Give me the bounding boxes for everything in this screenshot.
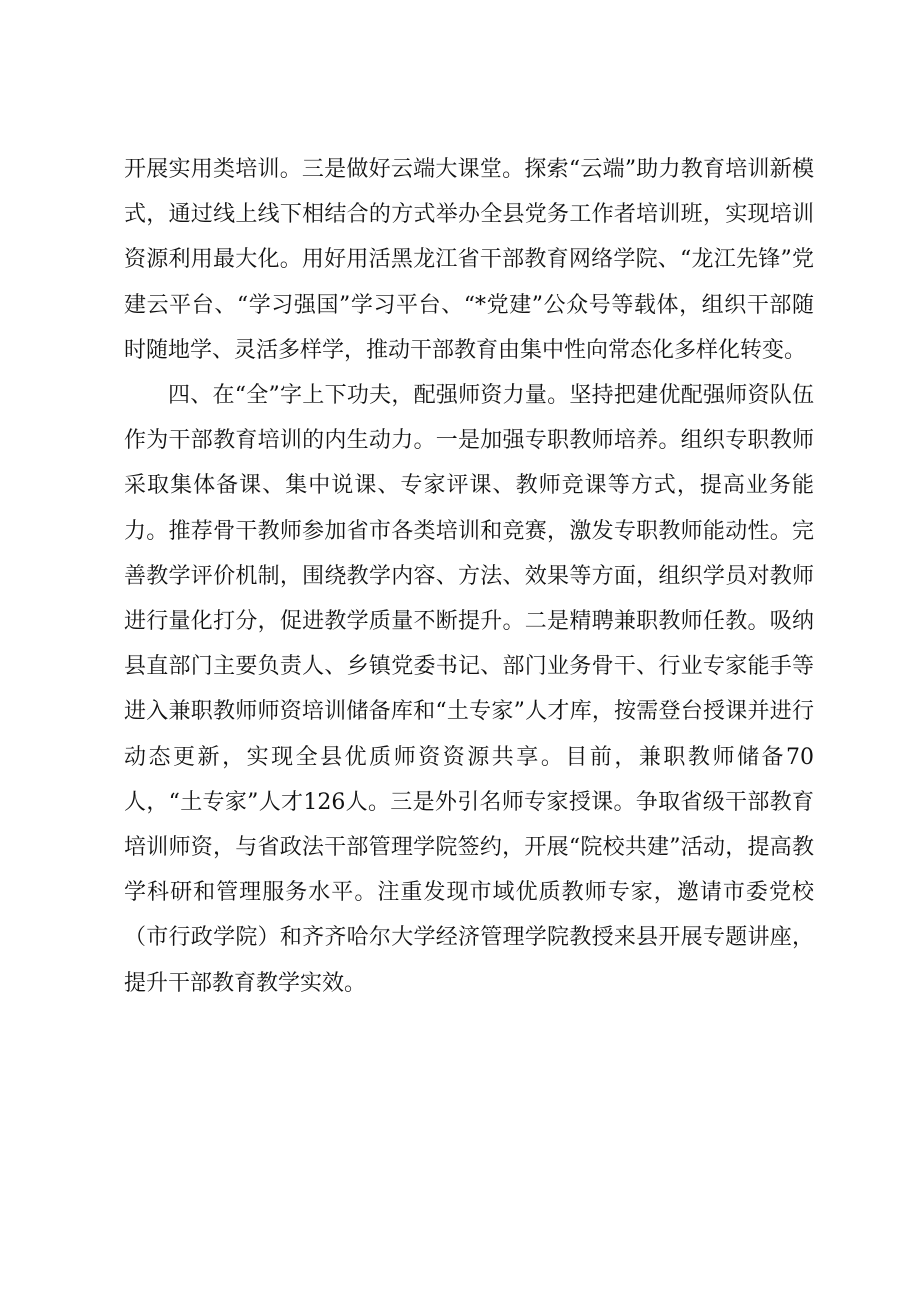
- paragraph-section-four: 四、在“全”字上下功夫，配强师资力量。坚持把建优配强师资队伍作为干部教育培训的内生动力。一是加强专职教师培养。组织专职教师采取集体备课、集中说课、专家评课、教师竞课等方式，提高业务能力。推荐骨干教师参加省市各类培训和竞赛，激发专职教师能动性。完善教学评价机制，围绕教学内容、方法、效果等方面，组织学员对教师进行量化打分，促进教学质量不断提升。二是精聘兼职教师任教。吸纳县直部门主要负责人、乡镇党委书记、部门业务骨干、行业专家能手等进入兼职教师师资培训储备库和“土专家”人才库，按需登台授课并进行动态更新，实现全县优质师资资源共享。目前，兼职教师储备70人，“土专家”人才126人。三是外引名师专家授课。争取省级干部教育培训师资，与省政法干部管理学院签约，开展“院校共建”活动，提高教学科研和管理服务水平。注重发现市域优质教师专家，邀请市委党校（市行政学院）和齐齐哈尔大学经济管理学院教授来县开展专题讲座，提升干部教育教学实效。: [124, 383, 814, 996]
- document-body: [124, 147, 814, 1006]
- paragraph-continuation: 开展实用类培训。三是做好云端大课堂。探索“云端”助力教育培训新模式，通过线上线下相结合的方式举办全县党务工作者培训班，实现培训资源利用最大化。用好用活黑龙江省干部教育网络学院、“龙江先锋”党建云平台、“学习强国”学习平台、“*党建”公众号等载体，组织干部随时随地学、灵活多样学，推动干部教育由集中性向常态化多样化转变。: [124, 157, 814, 363]
